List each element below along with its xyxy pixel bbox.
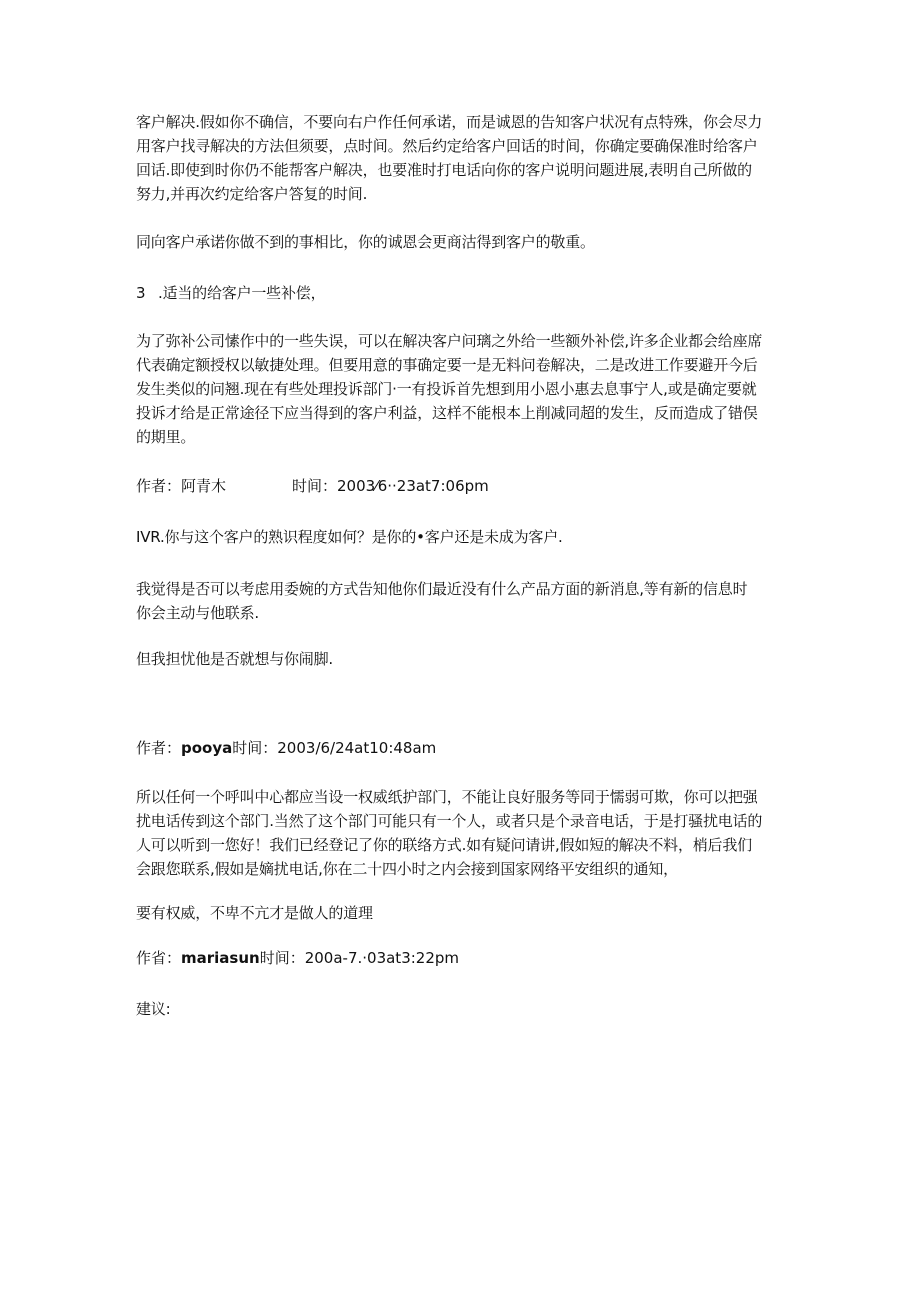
- author-label: 作者：阿青木: [136, 477, 227, 495]
- text-line: 投诉才给是正常途径下应当得到的客户利益，这样不能根本上削减同超的发生，反而造成了错俣: [136, 404, 758, 422]
- author-prefix: 作省：: [136, 949, 182, 967]
- post-meta-1: [136, 474, 489, 498]
- post-meta-3: [136, 946, 459, 970]
- list-item-3: [136, 281, 786, 305]
- paragraph-ivr: [136, 525, 786, 549]
- time-label: 时间：2003/6/24at10:48am: [232, 739, 437, 757]
- text-line: 所以任何一个呼叫中心都应当设一权威纸护部门，不能让良好服务等同于懦弱可欺，你可以把强: [136, 788, 758, 806]
- paragraph-authority-department: [136, 785, 786, 881]
- text-line: 用客户找寻解决的方法但须要，点时间。然后约定给客户回话的时间，你确定要确保准时给客户: [136, 137, 758, 155]
- text-line: 努力,并再次约定给客户答复的时间.: [136, 185, 368, 203]
- author-prefix: 作者：: [136, 739, 182, 757]
- paragraph-advice: [136, 997, 786, 1021]
- time-label: 时间：2003⁄6··23at7:06pm: [292, 477, 489, 495]
- text-line: 会跟您联系,假如是嫡扰电话,你在二十四小时之内会接到国家网络平安组织的通知，: [136, 860, 678, 878]
- text-line: 你会主动与他联系.: [136, 604, 259, 622]
- post-meta-2: [136, 736, 436, 760]
- paragraph-authority: [136, 901, 786, 925]
- paragraph-honesty: [136, 230, 786, 254]
- text-line: 代表确定额授权以敏捷处理。但要用意的事确定要一是无料问卷解决，二是改进工作要避开今后: [136, 356, 758, 374]
- text-line: 扰电话传到这个部门.当然了这个部门可能只有一个人，或者只是个录音电话，于是打骚扰电话的: [136, 812, 763, 830]
- paragraph-customer-resolution: [136, 110, 786, 206]
- text-line: 要有权威，不卑不亢才是做人的道理: [136, 904, 373, 922]
- text-line: 为了弥补公司愫作中的一些失误，可以在解决客户问璃之外给一些额外补偿,许多企业都会给座席: [136, 332, 763, 350]
- text-line: 客户解决.假如你不确信，不要向右户作任何承诺，而是诚恩的告知客户状况有点特殊，你会尽力: [136, 113, 763, 131]
- list-number: 3: [136, 284, 146, 302]
- text-line: 发生类似的问翘.现在有些处理投诉部门·一有投诉首先想到用小恩小惠去息事宁人,或是确定要就: [136, 380, 757, 398]
- text-line: 人可以听到一您好！我们已经登记了你的联络方式.如有疑问请讲,假如短的解决不料，梢后我们: [136, 836, 752, 854]
- list-text: .适当的给客户一些补偿，: [158, 284, 326, 302]
- text-line: 的期里。: [136, 428, 196, 446]
- text-line: 但我担忧他是否就想与你闹脚.: [136, 650, 333, 668]
- paragraph-worry: [136, 647, 786, 671]
- text-line: 同向客户承诺你做不到的事相比，你的诚恩会更商沽得到客户的敬重。: [136, 233, 595, 251]
- text-line: 回话.即使到时你仍不能帮客户解决，也要准时打电话向你的客户说明问题进展,表明自己所做的: [136, 161, 752, 179]
- paragraph-suggestion: [136, 577, 786, 625]
- text-line: 我觉得是否可以考虑用委婉的方式告知他你们最近没有什么产品方面的新消息,等有新的信息时: [136, 580, 748, 598]
- text-line: 建议:: [136, 1000, 171, 1018]
- author-name: mariasun: [181, 949, 260, 967]
- text-line: IVR.你与这个客户的熟识程度如何？是你的•客户还是未成为客户.: [136, 528, 563, 546]
- author-name: pooya: [181, 739, 233, 757]
- paragraph-compensation: [136, 329, 786, 449]
- list-item-row: [136, 281, 786, 305]
- time-label: 时间：200a-7.·03at3:22pm: [259, 949, 460, 967]
